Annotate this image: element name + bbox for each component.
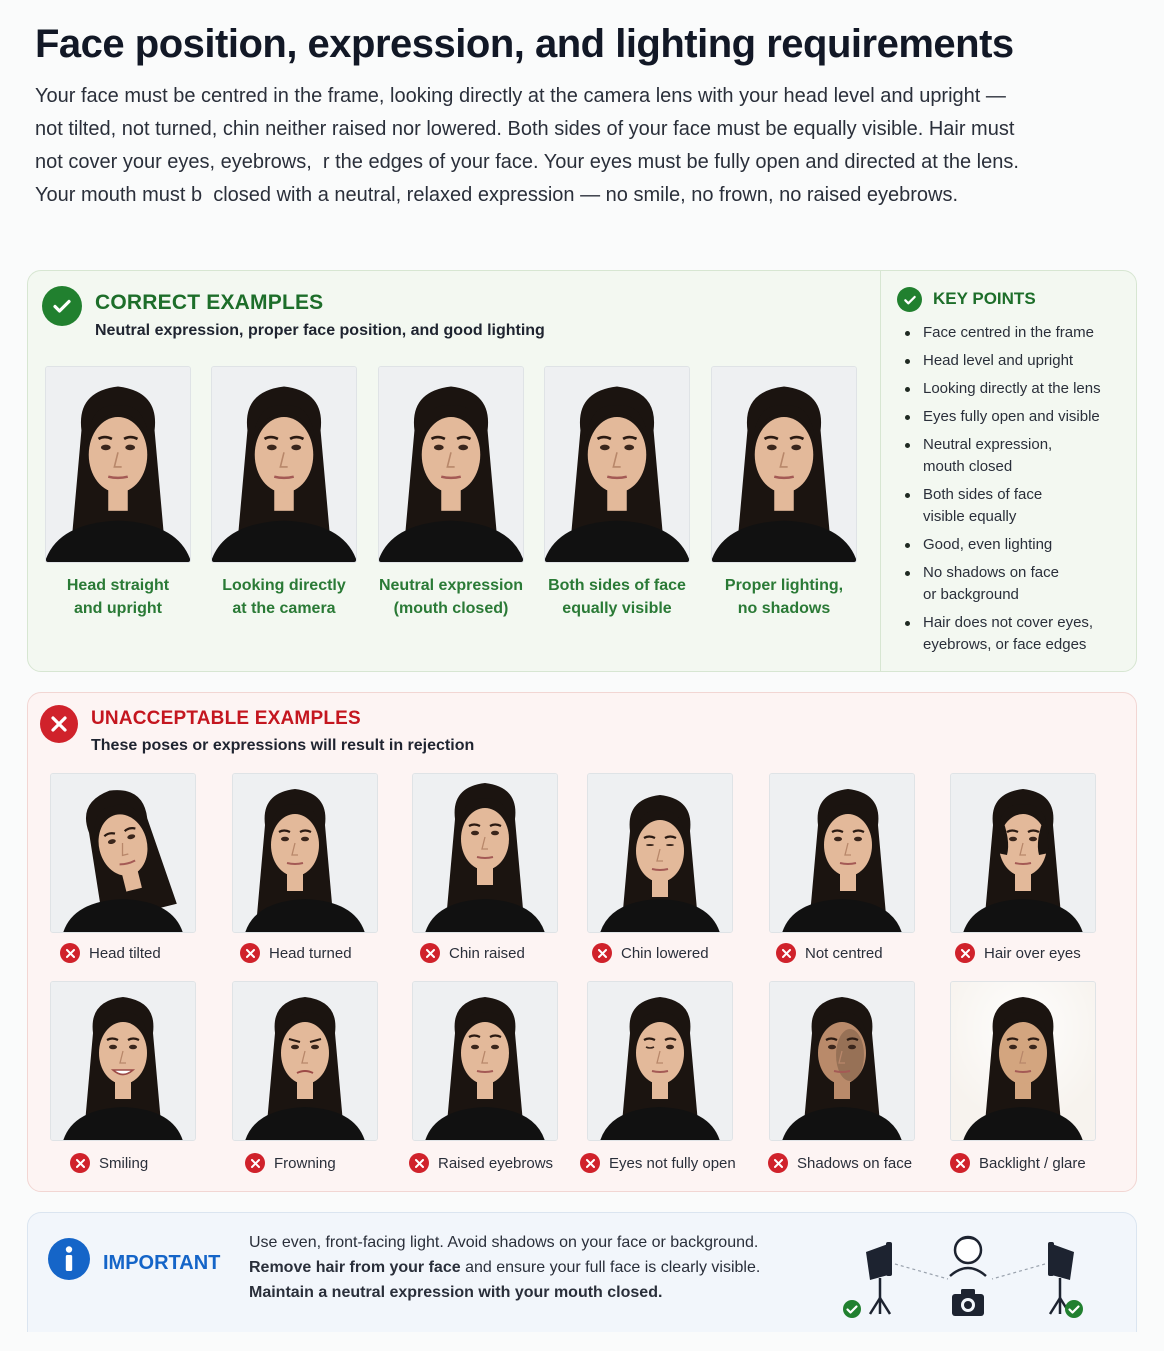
caption-line: equally visible xyxy=(562,600,672,617)
lighting-setup-illustration xyxy=(840,1224,1100,1324)
unacceptable-example-caption xyxy=(768,1153,912,1173)
caption-text: Chin lowered xyxy=(621,944,709,962)
unacceptable-example-caption xyxy=(950,1153,1086,1173)
x-circle-icon xyxy=(955,943,975,963)
caption-text: Shadows on face xyxy=(797,1154,913,1172)
correct-example-photo xyxy=(211,366,357,563)
unacceptable-example-photo xyxy=(769,981,915,1141)
check-circle-icon xyxy=(897,287,922,312)
key-point-item: Neutral expression, mouth closed xyxy=(905,434,1075,478)
x-circle-icon xyxy=(950,1153,970,1173)
x-circle-icon xyxy=(580,1153,600,1173)
correct-examples-title: CORRECT EXAMPLES xyxy=(95,291,324,314)
unacceptable-example-photo xyxy=(412,981,558,1141)
correct-example-photo xyxy=(378,366,524,563)
key-point-item: No shadows on face or background xyxy=(905,562,1075,606)
key-point-item: Hair does not cover eyes, eyebrows, or face edges xyxy=(905,612,1110,656)
key-points-title: KEY POINTS xyxy=(933,289,1036,308)
correct-examples-subtitle: Neutral expression, proper face position, and good lighting xyxy=(95,322,545,339)
unacceptable-example-caption xyxy=(70,1153,148,1173)
x-circle-icon xyxy=(776,943,796,963)
x-circle-icon xyxy=(420,943,440,963)
key-point-item: Face centred in the frame xyxy=(905,322,1125,344)
panel-divider xyxy=(880,271,881,671)
unacceptable-example-caption xyxy=(420,943,525,963)
unacceptable-example-photo xyxy=(412,773,558,933)
unacceptable-examples-title: UNACCEPTABLE EXAMPLES xyxy=(91,708,361,729)
unacceptable-example-photo xyxy=(232,773,378,933)
caption-text: Smiling xyxy=(99,1154,149,1172)
unacceptable-example-photo xyxy=(232,981,378,1141)
caption-line: Neutral expression xyxy=(378,577,524,594)
check-circle-icon xyxy=(843,1300,861,1318)
caption-line: at the camera xyxy=(232,600,336,617)
important-title: IMPORTANT xyxy=(103,1252,221,1274)
unacceptable-example-photo xyxy=(950,981,1096,1141)
caption-line: and upright xyxy=(74,600,162,617)
caption-text: Hair over eyes xyxy=(984,944,1081,962)
unacceptable-example-photo xyxy=(587,981,733,1141)
caption-line: Proper lighting, xyxy=(724,577,844,594)
unacceptable-example-photo xyxy=(769,773,915,933)
unacceptable-example-photo xyxy=(950,773,1096,933)
unacceptable-example-photo xyxy=(50,981,196,1141)
important-line xyxy=(249,1255,829,1280)
important-line-rest: and ensure your full face is clearly visible. xyxy=(460,1259,761,1276)
caption-text: Head turned xyxy=(269,944,352,962)
unacceptable-example-caption xyxy=(955,943,1081,963)
person-icon xyxy=(950,1237,986,1276)
important-text xyxy=(249,1230,829,1305)
unacceptable-example-caption xyxy=(592,943,709,963)
correct-example-photo xyxy=(711,366,857,563)
correct-example-caption xyxy=(704,574,864,620)
unacceptable-example-caption xyxy=(580,1153,736,1173)
caption-text: Not centred xyxy=(805,944,883,962)
caption-text: Chin raised xyxy=(449,944,525,962)
caption-text: Raised eyebrows xyxy=(438,1154,554,1172)
unacceptable-example-photo xyxy=(50,773,196,933)
key-point-item: Eyes fully open and visible xyxy=(905,406,1125,428)
correct-example-photo xyxy=(544,366,690,563)
caption-text: Frowning xyxy=(274,1154,336,1172)
x-circle-icon xyxy=(768,1153,788,1173)
key-points-list xyxy=(905,322,1125,662)
unacceptable-example-caption xyxy=(240,943,352,963)
camera-icon xyxy=(952,1289,984,1316)
important-line: Use even, front-facing light. Avoid shadows on your face or background. xyxy=(249,1234,759,1251)
correct-example-caption xyxy=(204,574,364,620)
unacceptable-examples-subtitle: These poses or expressions will result in rejection xyxy=(91,737,475,754)
intro-paragraph: Your face must be centred in the frame, looking directly at the camera lens with your head level and upright — not tilted, not turned, chin neither raised nor lowered. Both sides of your face must be equally visible. Hair must not cover your eyes, eyebrows, r the edges of your face. Your eyes must be fully open and directed at the lens. Your mouth must b closed with a neutral, relaxed expression — no smile, no frown, no raised eyebrows. xyxy=(35,85,1019,206)
x-circle-icon xyxy=(245,1153,265,1173)
key-point-item: Good, even lighting xyxy=(905,534,1125,556)
caption-line: (mouth closed) xyxy=(393,600,509,617)
key-point-item: Head level and upright xyxy=(905,350,1125,372)
check-circle-icon xyxy=(42,286,82,326)
caption-line: Head straight xyxy=(66,577,170,594)
important-line-emphasis: Remove hair from your face xyxy=(249,1259,461,1276)
x-circle-icon xyxy=(60,943,80,963)
page-title: Face position, expression, and lighting requirements xyxy=(35,22,1014,66)
caption-text: Backlight / glare xyxy=(979,1154,1086,1172)
studio-light-icon xyxy=(866,1242,892,1314)
correct-example-caption xyxy=(38,574,198,620)
x-circle-icon xyxy=(592,943,612,963)
unacceptable-example-caption xyxy=(776,943,883,963)
caption-line: Looking directly xyxy=(222,577,346,594)
key-point-item: Looking directly at the lens xyxy=(905,378,1125,400)
unacceptable-example-caption xyxy=(409,1153,553,1173)
correct-example-caption xyxy=(537,574,697,620)
info-icon xyxy=(48,1238,90,1280)
check-circle-icon xyxy=(1065,1300,1083,1318)
x-circle-icon xyxy=(409,1153,429,1173)
correct-example-caption xyxy=(371,574,531,620)
correct-example-photo xyxy=(45,366,191,563)
caption-text: Eyes not fully open xyxy=(609,1154,736,1172)
unacceptable-example-caption xyxy=(60,943,161,963)
caption-line: no shadows xyxy=(737,600,831,617)
key-point-item: Both sides of face visible equally xyxy=(905,484,1075,528)
unacceptable-example-caption xyxy=(245,1153,336,1173)
caption-line: Both sides of face xyxy=(548,577,686,594)
x-circle-icon xyxy=(70,1153,90,1173)
x-circle-icon xyxy=(40,705,78,743)
important-line: Maintain a neutral expression with your mouth closed. xyxy=(249,1284,663,1301)
unacceptable-example-photo xyxy=(587,773,733,933)
x-circle-icon xyxy=(240,943,260,963)
caption-text: Head tilted xyxy=(89,944,161,962)
